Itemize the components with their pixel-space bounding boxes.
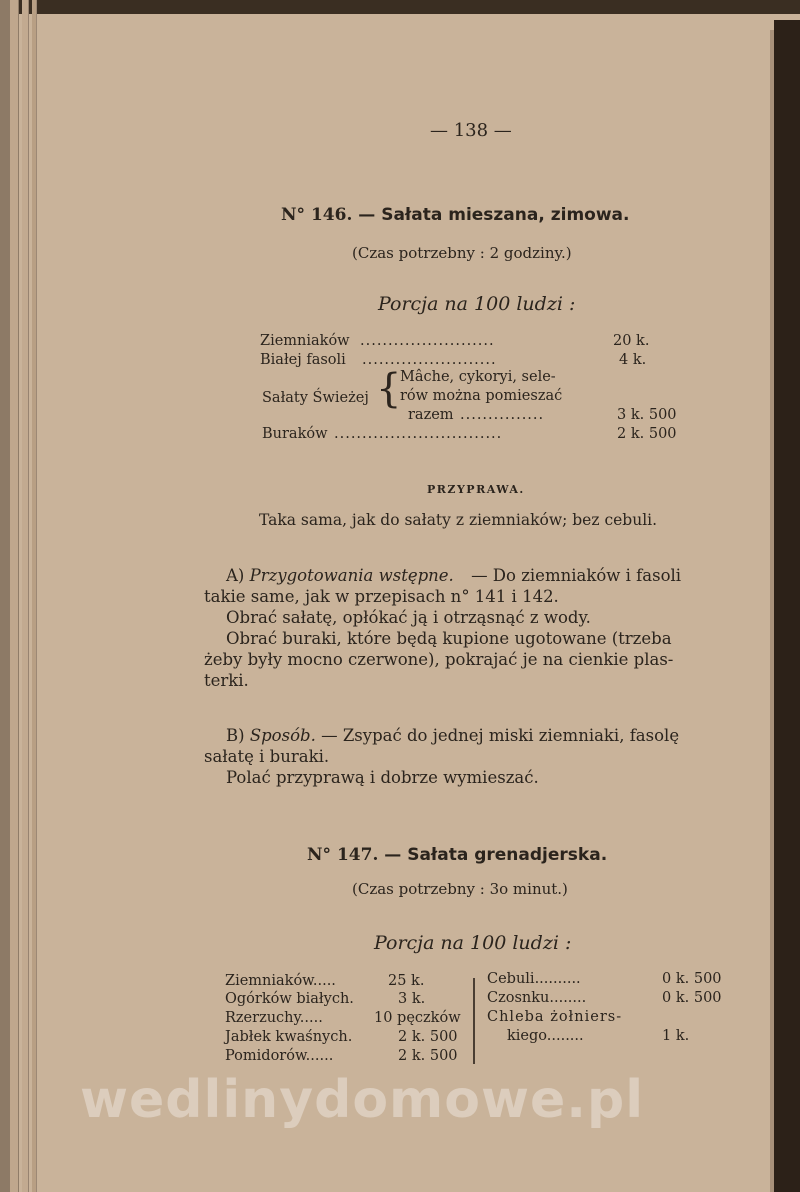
ingredient-qty: 2 k. 500 [398,1029,458,1045]
ingredient-qty: 20 k. [613,333,650,349]
section-a-line: terki. [204,671,249,690]
leader-dots: ............... [460,407,545,423]
section-b-title: Sposób. [249,726,316,745]
section-a-line: — Do ziemniaków i fasoli [471,566,682,585]
recipe-147-title [307,845,607,865]
section-a-title: Przygotowania wstępne. [249,566,454,585]
ingredient-qty: 3 k. 500 [617,407,677,423]
ingredient-qty: 0 k. 500 [662,990,722,1006]
ingredient-name: kiego........ [507,1028,584,1044]
section-a-line: Obrać sałatę, opłókać ją i otrząsnąć z wody. [226,608,591,627]
section-a-line: takie same, jak w przepisach n° 141 i 142. [204,587,559,606]
section-b-line: — Zsypać do jednej miski ziemniaki, fasolę [321,726,680,745]
recipe-number: N° 147. [307,845,379,865]
ingredient-name: Pomidorów...... [225,1048,334,1064]
ingredient-name: Ziemniaków [260,333,350,349]
ingredient-qty: 2 k. 500 [617,426,677,442]
ingredient-name: Rzerzuchy..... [225,1010,323,1026]
page-edge [0,0,10,1192]
recipe-title: — Sałata mieszana, zimowa. [358,205,630,225]
recipe-147-time: (Czas potrzebny : 3o minut.) [352,880,568,898]
page-edge [22,0,29,1192]
ingredient-qty: 2 k. 500 [398,1048,458,1064]
recipe-title: — Sałata grenadjerska. [384,845,608,865]
recipe-number: N° 146. [281,205,353,225]
section-b-line: Polać przyprawą i dobrze wymieszać. [226,768,539,787]
recipe-146-portion: Porcja na 100 ludzi : [378,293,576,315]
ingredient-qty: 4 k. [619,352,647,368]
recipe-146-title [281,205,629,225]
salad-line: razem [408,407,454,423]
watermark: wedlinydomowe.pl [80,1070,645,1130]
salad-line: rów można pomieszać [400,388,563,404]
przyprawa-text: Taka sama, jak do sałaty z ziemniaków; bez cebuli. [259,511,658,529]
brace: { [376,366,402,412]
section-b-line: sałatę i buraki. [204,747,330,766]
page-number: — 138 — [430,120,512,141]
section-a-first-line [226,565,681,586]
section-a-line: żeby były mocno czerwone), pokrajać je na cienkie plas- [204,650,674,669]
ingredient-qty: 3 k. [398,991,426,1007]
ingredient-qty: 0 k. 500 [662,971,722,987]
salad-name: Sałaty Świeżej [262,390,369,406]
leader-dots: ........................ [362,352,497,368]
ingredient-name: Białej fasoli [260,352,346,368]
ingredient-name: Ogórków białych. [225,991,354,1007]
ingredient-name: Cebuli.......... [487,971,581,987]
page-edge [32,0,37,1192]
page-edge [10,0,19,1192]
recipe-147-portion: Porcja na 100 ludzi : [374,932,572,954]
ingredient-qty: 10 pęczków [374,1010,461,1026]
top-band [0,0,800,14]
recipe-146-time: (Czas potrzebny : 2 godziny.) [352,244,572,262]
section-b-label: B) [226,726,245,745]
binding-shadow [774,20,800,1192]
ingredient-name: Jabłek kwaśnych. [225,1029,353,1045]
ingredient-name: Czosnku........ [487,990,587,1006]
ingredient-qty: 25 k. [388,973,425,989]
leader-dots: .............................. [334,426,503,442]
przyprawa-heading: PRZYPRAWA. [427,483,525,496]
section-a-line: Obrać buraki, które będą kupione ugotowane (trzeba [226,629,672,648]
ingredient-name: Chleba żołniers- [487,1009,623,1025]
leader-dots: ........................ [360,333,495,349]
section-b-first-line [226,725,679,746]
ingredient-name: Ziemniaków..... [225,973,336,989]
section-a-label: A) [226,566,245,585]
ingredient-qty: 1 k. [662,1028,690,1044]
column-divider [473,978,475,1064]
ingredient-name: Buraków [262,426,328,442]
salad-line: Mâche, cykoryi, sele- [400,369,556,385]
